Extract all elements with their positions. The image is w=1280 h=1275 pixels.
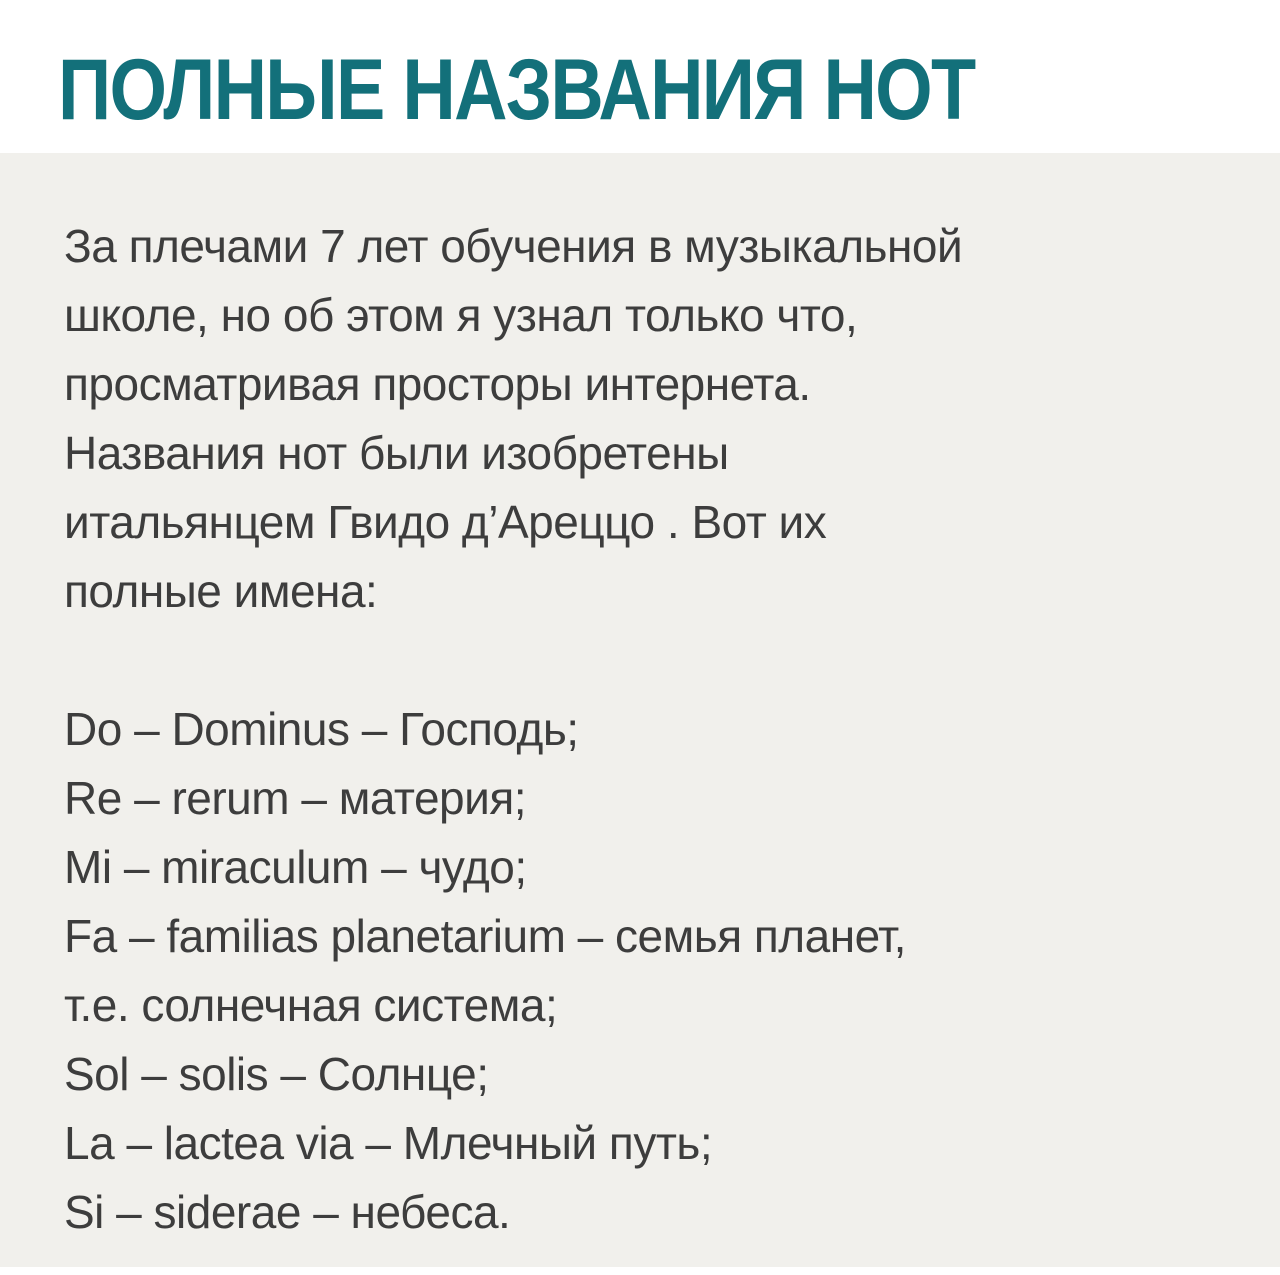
- note-line-mi: Mi – miraculum – чудо;: [64, 841, 527, 893]
- note-line-la: La – lactea via – Млечный путь;: [64, 1117, 713, 1169]
- intro-line: просматривая просторы интернета.: [64, 358, 811, 410]
- intro-line: Названия нот были изобретены: [64, 427, 729, 479]
- intro-line: школе, но об этом я узнал только что,: [64, 289, 858, 341]
- paragraph-gap: [64, 626, 1244, 695]
- note-line-sol: Sol – solis – Солнце;: [64, 1048, 489, 1100]
- intro-line: итальянцем Гвидо д’Ареццо . Вот их: [64, 496, 827, 548]
- page-title: ПОЛНЫЕ НАЗВАНИЯ НОТ: [58, 42, 975, 138]
- note-line-si: Si – siderae – небеса.: [64, 1186, 511, 1238]
- note-line-do: Do – Dominus – Господь;: [64, 703, 579, 755]
- note-line-fa-continued: т.е. солнечная система;: [64, 979, 558, 1031]
- note-line-re: Re – rerum – материя;: [64, 772, 527, 824]
- intro-line: За плечами 7 лет обучения в музыкальной: [64, 220, 963, 272]
- article-body: [64, 212, 1244, 1247]
- intro-line: полные имена:: [64, 565, 378, 617]
- note-line-fa: Fa – familias planetarium – семья планет,: [64, 910, 906, 962]
